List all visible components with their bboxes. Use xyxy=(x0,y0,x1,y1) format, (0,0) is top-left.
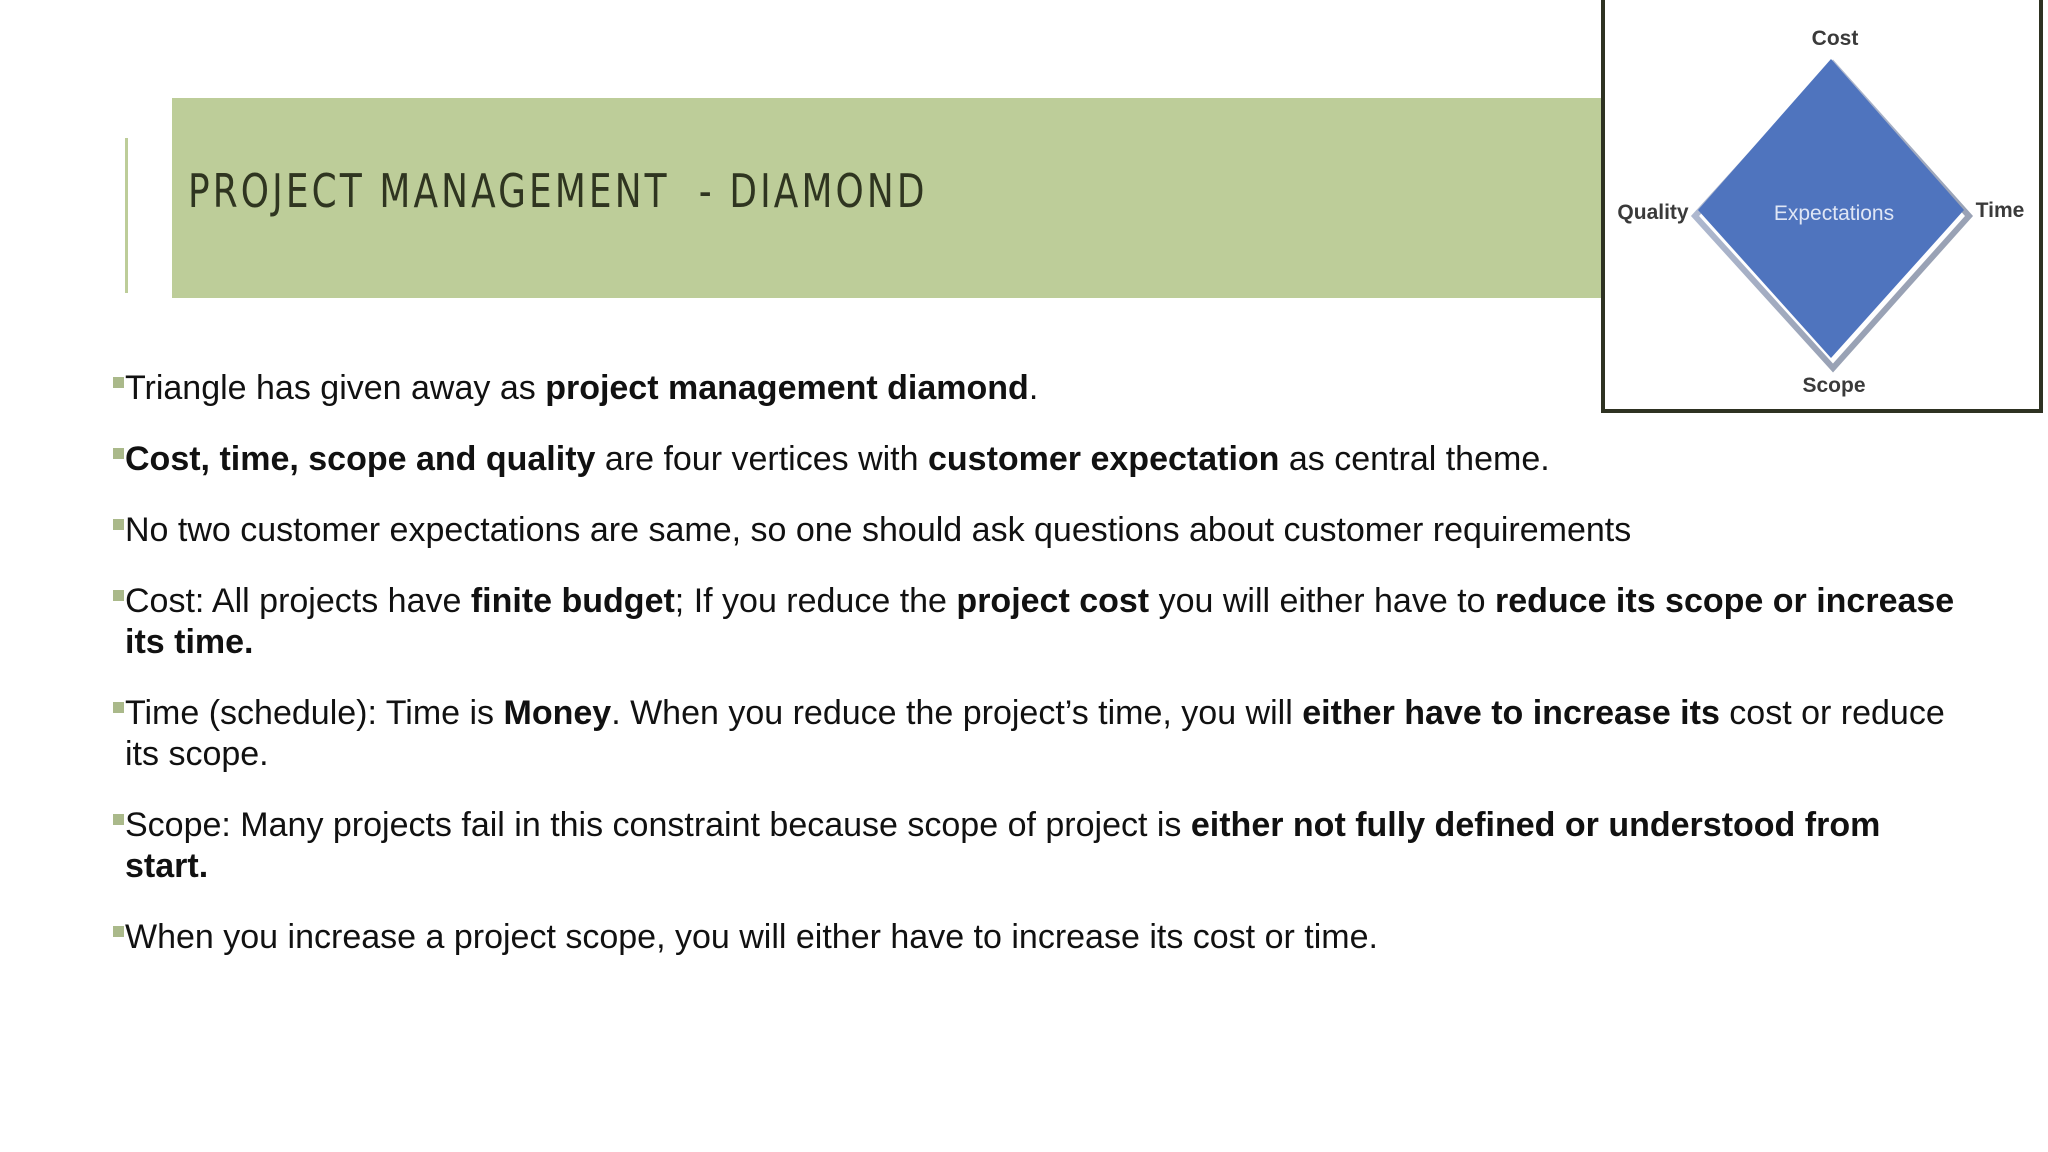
bullet-segment: you will either have to xyxy=(1149,582,1495,620)
bullet-segment: No two customer expectations are same, so one should ask questions about customer requirements xyxy=(125,511,1632,549)
bullet-emphasis: project cost xyxy=(956,582,1150,620)
bullet-emphasis: Money xyxy=(503,694,612,732)
bullet-text xyxy=(125,511,1631,549)
bullet-segment: cost or reduce its scope. xyxy=(125,694,1945,773)
bullet-item xyxy=(112,917,1972,958)
bullet-item xyxy=(112,693,1972,775)
bullet-text xyxy=(125,918,1378,956)
bullet-text xyxy=(125,806,1880,885)
bullet-segment: as central theme. xyxy=(1279,440,1550,478)
bullet-marker-icon xyxy=(113,448,124,459)
diamond-label-time: Time xyxy=(1975,199,2025,222)
bullet-marker-icon xyxy=(113,814,124,825)
bullet-item xyxy=(112,510,1972,551)
bullet-segment: . When you reduce the project’s time, you will xyxy=(611,694,1303,732)
bullet-emphasis: project management diamond xyxy=(545,369,1029,407)
bullet-marker-icon xyxy=(113,377,124,388)
bullet-segment: When you increase a project scope, you will either have to increase its cost or time. xyxy=(125,918,1378,956)
bullet-item xyxy=(112,581,1972,663)
bullet-marker-icon xyxy=(113,519,124,530)
bullet-segment: ; If you reduce the xyxy=(674,582,957,620)
bullet-emphasis: finite budget xyxy=(470,582,675,620)
bullet-text xyxy=(125,369,1038,407)
diamond-label-expectations: Expectations xyxy=(1773,202,1895,225)
diamond-diagram-svg xyxy=(1605,0,2039,409)
bullet-segment: are four vertices with xyxy=(595,440,928,478)
bullet-item xyxy=(112,805,1972,887)
bullet-marker-icon xyxy=(113,926,124,937)
bullet-emphasis: Cost, time, scope and quality xyxy=(125,440,596,478)
bullet-marker-icon xyxy=(113,590,124,601)
diamond-label-quality: Quality xyxy=(1617,201,1689,224)
bullet-segment: Time (schedule): Time is xyxy=(125,694,504,732)
bullet-text xyxy=(125,582,1954,661)
bullet-segment: Cost: All projects have xyxy=(125,582,471,620)
bullet-segment: . xyxy=(1028,369,1039,407)
bullet-emphasis: either have to increase its xyxy=(1302,694,1720,732)
diamond-label-cost: Cost xyxy=(1811,27,1859,50)
title-accent-line xyxy=(125,138,128,293)
bullet-emphasis: either not fully defined or understood from start. xyxy=(125,806,1881,885)
bullet-segment: Triangle has given away as xyxy=(125,369,546,407)
bullet-marker-icon xyxy=(113,702,124,713)
bullet-list xyxy=(112,368,1972,988)
diamond-diagram xyxy=(1601,0,2043,413)
bullet-emphasis: reduce its scope or increase its time. xyxy=(125,582,1955,661)
diamond-label-scope: Scope xyxy=(1802,374,1866,397)
bullet-emphasis: customer expectation xyxy=(927,440,1280,478)
bullet-text xyxy=(125,694,1945,773)
slide-title: PROJECT MANAGEMENT - DIAMOND xyxy=(188,164,928,218)
bullet-segment: Scope: Many projects fail in this constraint because scope of project is xyxy=(125,806,1191,844)
bullet-text xyxy=(125,440,1550,478)
bullet-item xyxy=(112,368,1972,409)
bullet-item xyxy=(112,439,1972,480)
